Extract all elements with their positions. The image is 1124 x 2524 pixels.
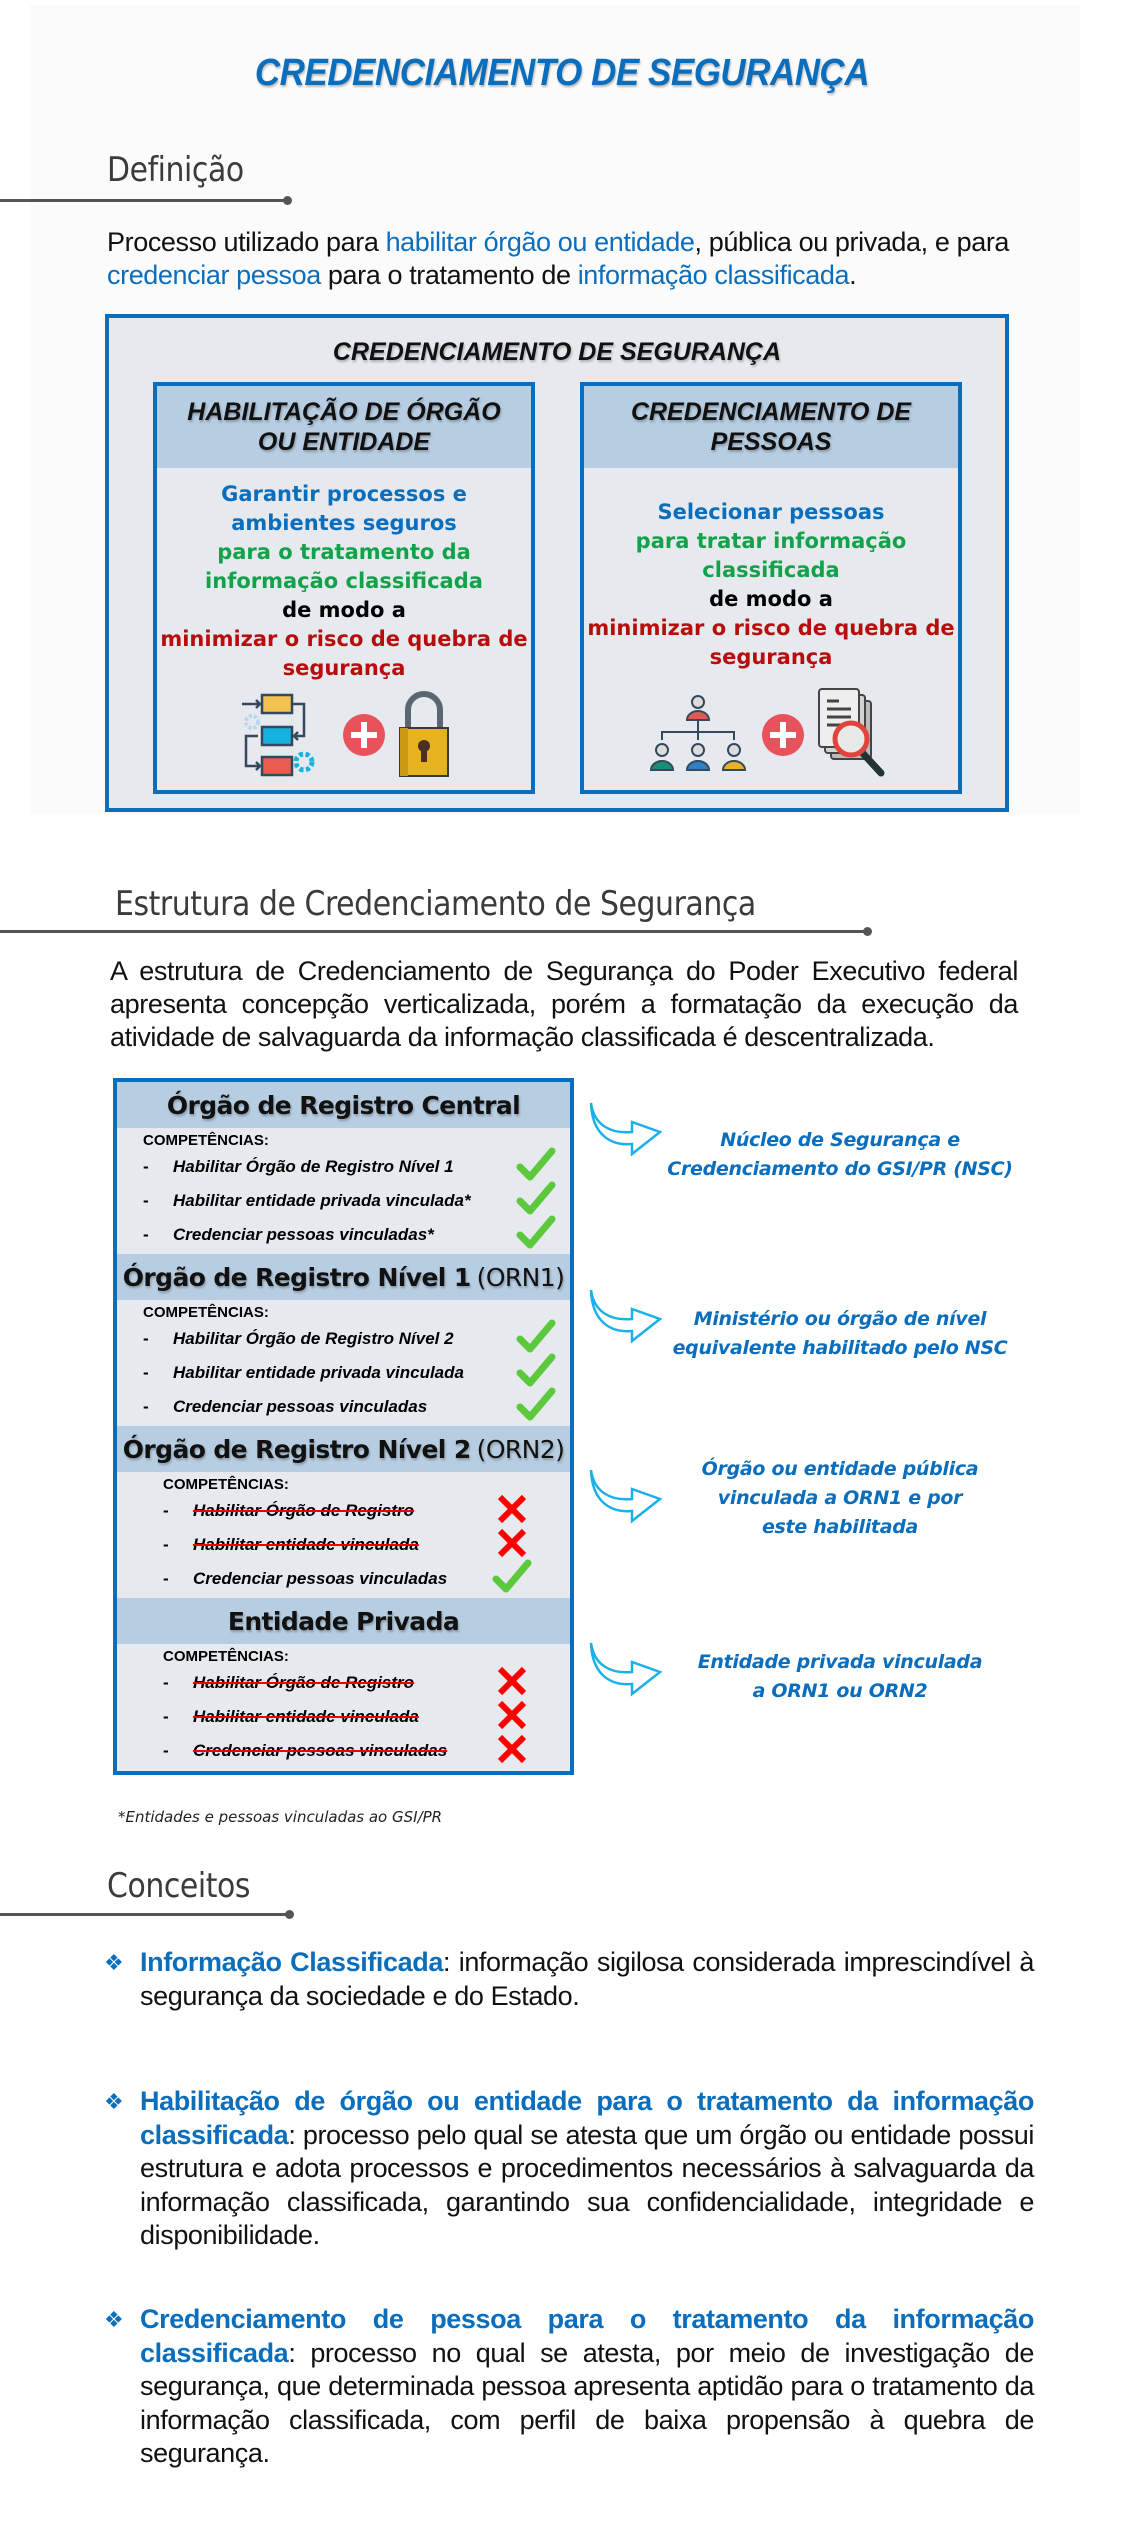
competency-item: - Habilitar Órgão de Registro Nível 2: [143, 1322, 570, 1356]
competency-text: Credenciar pessoas vinculadas: [193, 1569, 448, 1588]
tier-central: [117, 1082, 570, 1254]
competency-text: Credenciar pessoas vinculadas: [193, 1741, 448, 1760]
structure-footnote: *Entidades e pessoas vinculadas ao GSI/PR: [118, 1808, 443, 1826]
tier-orn1: [117, 1254, 570, 1426]
estrutura-text: A estrutura de Credenciamento de Segurança do Poder Executivo federal apresenta concepção verticalizada, porém a formatação da execução da atividade de salvaguarda da informação classificada é descentralizada.: [110, 956, 1018, 1052]
tier-abbr: (ORN2): [476, 1434, 565, 1464]
section-divider: [0, 1913, 290, 1916]
competency-item: - Habilitar entidade privada vinculada*: [143, 1184, 570, 1218]
competency-item: - Credenciar pessoas vinculadas: [163, 1562, 570, 1596]
concept-text: [140, 2085, 1034, 2253]
competency-item: - Habilitar Órgão de Registro: [163, 1494, 570, 1528]
org-chart-people-icon: [645, 692, 751, 778]
card-line-purpose: para o tratamento da informação classificada: [205, 540, 483, 593]
plus-icon: [761, 713, 805, 757]
curved-arrow-icon: [588, 1100, 664, 1158]
tier-abbr: (ORN1): [476, 1262, 565, 1292]
check-icon: [516, 1319, 556, 1355]
card-credenciamento-pessoas: [580, 382, 962, 794]
section-heading-definicao: Definição: [107, 150, 244, 190]
competency-text: Habilitar entidade vinculada: [193, 1707, 419, 1726]
tier-body: [117, 1644, 570, 1770]
card-habilitacao: [153, 382, 535, 794]
tier-body: [117, 1300, 570, 1426]
tier-name: Entidade Privada: [227, 1606, 460, 1636]
competency-item: - Habilitar entidade vinculada: [163, 1700, 570, 1734]
curved-arrow-icon: [588, 1287, 664, 1345]
check-icon: [516, 1147, 556, 1183]
text-fragment: , pública ou privada, e para: [694, 227, 1010, 257]
tier-header: [117, 1254, 570, 1300]
tier-header: [117, 1082, 570, 1128]
card-body: [584, 468, 958, 672]
competencias-label: COMPETÊNCIAS:: [163, 1476, 289, 1493]
competency-item: - Habilitar Órgão de Registro Nível 1: [143, 1150, 570, 1184]
concept-item: [104, 2085, 1034, 2253]
tier-name: Órgão de Registro Central: [166, 1090, 521, 1120]
card-line-purpose: para tratar informação classificada: [635, 529, 907, 582]
highlight-informacao: informação classificada: [577, 260, 850, 290]
structure-diagram: [113, 1078, 574, 1775]
concept-definition: : processo no qual se atesta, por meio de investigação de segurança, que determinada pessoa apresenta aptidão para o tratamento da informação classificada, com perfil de baixa propensão à quebra de segurança.: [140, 2337, 1034, 2468]
check-icon: [516, 1353, 556, 1389]
competency-text: Habilitar Órgão de Registro: [193, 1673, 415, 1692]
cross-icon: [492, 1731, 532, 1767]
check-icon: [516, 1215, 556, 1251]
competency-item: - Credenciar pessoas vinculadas: [143, 1390, 570, 1424]
concept-term: Habilitação de órgão ou entidade para o tratamento da informação classificada: [140, 2086, 1034, 2150]
diagram-title: CREDENCIAMENTO DE SEGURANÇA: [332, 338, 782, 366]
cross-icon: [492, 1697, 532, 1733]
section-heading-estrutura: Estrutura de Credenciamento de Segurança: [115, 884, 756, 924]
check-icon: [492, 1559, 532, 1595]
tier-name: Órgão de Registro Nível 2: [122, 1434, 471, 1464]
competencias-label: COMPETÊNCIAS:: [163, 1648, 289, 1665]
tier-description-text: Órgão ou entidade pública vinculada a ORN1 e por este habilitada: [701, 1458, 979, 1538]
concept-term: Informação Classificada: [140, 1947, 443, 1977]
competency-text: Habilitar entidade privada vinculada: [173, 1363, 464, 1382]
competency-item: - Credenciar pessoas vinculadas: [163, 1734, 570, 1768]
plus-icon: [342, 713, 386, 757]
card-icons: [157, 690, 531, 780]
concept-item: [104, 2303, 1034, 2471]
card-line-connector: de modo a: [282, 598, 406, 622]
cross-icon: [492, 1491, 532, 1527]
competency-text: Credenciar pessoas vinculadas: [173, 1397, 428, 1416]
concept-item: [104, 1946, 1034, 2013]
competency-text: Habilitar Órgão de Registro: [193, 1501, 415, 1520]
tier-header: [117, 1426, 570, 1472]
concept-text: [140, 2303, 1034, 2471]
section-divider: [0, 199, 288, 202]
tier-description-text: Entidade privada vinculada a ORN1 ou ORN2: [697, 1651, 983, 1702]
check-icon: [516, 1181, 556, 1217]
text-fragment: Processo utilizado para: [107, 227, 386, 257]
diamond-bullet-icon: ❖: [104, 1950, 124, 1975]
document-search-icon: [815, 687, 897, 783]
definition-text: [107, 226, 1017, 292]
concept-text: [140, 1946, 1034, 2013]
competency-item: - Credenciar pessoas vinculadas*: [143, 1218, 570, 1252]
section-divider: [0, 930, 868, 933]
highlight-habilitar: habilitar órgão ou entidade: [385, 227, 695, 257]
tier-description-text: Núcleo de Segurança e Credenciamento do GSI/PR (NSC): [667, 1129, 1013, 1180]
competency-text: Habilitar entidade privada vinculada*: [173, 1191, 471, 1210]
tier-body: [117, 1128, 570, 1254]
diamond-bullet-icon: ❖: [104, 2307, 124, 2332]
tier-orn2: [117, 1426, 570, 1598]
competency-item: - Habilitar entidade vinculada: [163, 1528, 570, 1562]
tier-entidade-privada: [117, 1598, 570, 1770]
diamond-bullet-icon: ❖: [104, 2089, 124, 2114]
card-line-goal: Garantir processos e ambientes seguros: [221, 482, 467, 535]
page-title: CREDENCIAMENTO DE SEGURANÇA: [254, 52, 870, 94]
competency-text: Habilitar Órgão de Registro Nível 2: [173, 1329, 454, 1348]
text-fragment: .: [849, 260, 857, 290]
card-header: HABILITAÇÃO DE ÓRGÃO OU ENTIDADE: [157, 386, 531, 468]
competencias-label: COMPETÊNCIAS:: [143, 1132, 269, 1149]
competency-item: - Habilitar Órgão de Registro: [163, 1666, 570, 1700]
tier-header: [117, 1598, 570, 1644]
cross-icon: [492, 1525, 532, 1561]
competency-text: Habilitar entidade vinculada: [193, 1535, 419, 1554]
curved-arrow-icon: [588, 1467, 664, 1525]
card-line-goal: Selecionar pessoas: [657, 500, 885, 524]
concept-term: Credenciamento de pessoa para o tratamento da informação classificada: [140, 2304, 1034, 2368]
credenciamento-diagram: [105, 314, 1009, 812]
card-line-risk: minimizar o risco de quebra de segurança: [160, 627, 528, 680]
concept-definition: : informação sigilosa considerada imprescindível à segurança da sociedade e do Estado.: [140, 1947, 1034, 2011]
competency-text: Habilitar Órgão de Registro Nível 1: [173, 1157, 454, 1176]
concept-definition: : processo pelo qual se atesta que um órgão ou entidade possui estrutura e adota processos e procedimentos necessários à salvaguarda da informação classificada, garantindo sua confidencialidade, integridade e disponibilidade.: [140, 2119, 1034, 2250]
tier-description-text: Ministério ou órgão de nível equivalente habilitado pelo NSC: [672, 1308, 1008, 1359]
card-body: [157, 468, 531, 683]
tier-body: [117, 1472, 570, 1598]
competencias-label: COMPETÊNCIAS:: [143, 1304, 269, 1321]
card-line-connector: de modo a: [709, 587, 833, 611]
check-icon: [516, 1387, 556, 1423]
competency-item: - Habilitar entidade privada vinculada: [143, 1356, 570, 1390]
card-header: CREDENCIAMENTO DE PESSOAS: [584, 386, 958, 468]
process-flow-icon: [236, 692, 332, 778]
section-heading-conceitos: Conceitos: [107, 1866, 250, 1906]
highlight-credenciar: credenciar pessoa: [107, 260, 321, 290]
card-icons: [584, 690, 958, 780]
cross-icon: [492, 1663, 532, 1699]
competency-text: Credenciar pessoas vinculadas*: [173, 1225, 434, 1244]
tier-name: Órgão de Registro Nível 1: [122, 1262, 471, 1292]
card-line-risk: minimizar o risco de quebra de segurança: [587, 616, 955, 669]
text-fragment: para o tratamento de: [320, 260, 578, 290]
padlock-icon: [396, 690, 452, 780]
curved-arrow-icon: [588, 1640, 664, 1698]
